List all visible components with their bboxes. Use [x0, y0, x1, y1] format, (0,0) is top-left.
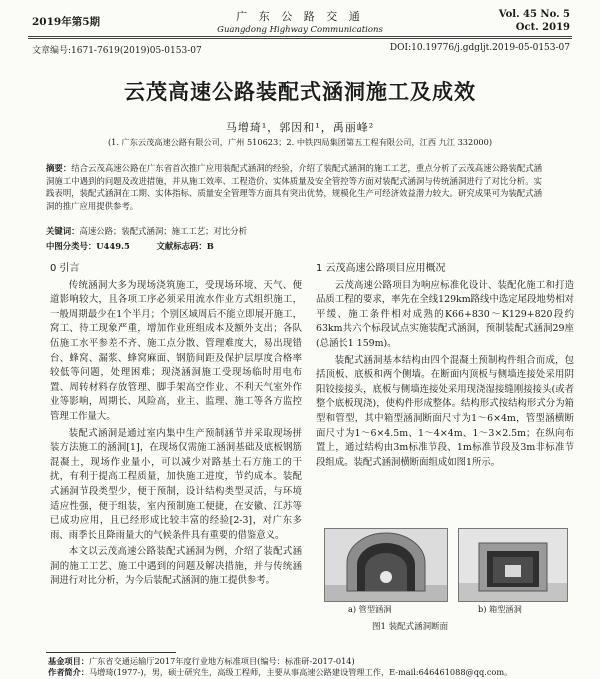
- issue-number: 2019年第5期: [32, 16, 101, 28]
- body-paragraph: 装配式涵洞基本结构由四个混凝土预制构件组合而成，包括顶板、底板和两个侧墙。在断面内顶板与侧墙连接处采用阴阳铰接接头，底板与侧墙连接处采用现浇湿接缝刚接接头(或者整个底板现浇)，使构件形成整体。结构形式按结构形式分为箱型和管型，其中箱型涵洞断面尺寸为1～6×4m，管型涵横断面尺寸为1～6×4.5m、1～4×4m、1～3×2.5m；在纵向布置上，通过结构由3m标准节段、1m标准节段及3m非标准节段组成。装配式涵洞横断面组成如图1所示。: [316, 354, 574, 468]
- journal-name-en: Guangdong Highway Communications: [217, 25, 383, 35]
- volume-info: [499, 8, 570, 34]
- journal-name-cn: 广 东 公 路 交 通: [236, 10, 364, 23]
- left-column: [50, 262, 302, 591]
- figure-subcaption-a: a) 管型涵洞: [348, 604, 392, 614]
- article-number: 文章编号:1671-7619(2019)05-0153-07: [32, 46, 202, 56]
- paper-title: 云茂高速公路装配式涵洞施工及成效: [124, 80, 476, 104]
- funding-label: 基金项目：: [48, 656, 89, 666]
- keywords-text: 高速公路；装配式涵洞；施工工艺；对比分析: [79, 226, 247, 236]
- funding-footnote: [48, 656, 572, 667]
- box-culvert-illustration: [459, 529, 567, 601]
- volume-number: Vol. 45 No. 5: [498, 9, 570, 20]
- header-rule: [28, 36, 572, 37]
- journal-header: [200, 8, 400, 35]
- section-heading-introduction: 0 引言: [50, 263, 80, 274]
- abstract-label: 摘要：: [46, 163, 72, 173]
- right-column: [316, 262, 574, 472]
- author-list: 马增琦¹，郭因和¹，禹丽峰²: [225, 121, 375, 134]
- section-heading-project-overview: 1 云茂高速公路项目应用概况: [316, 263, 446, 274]
- body-paragraph: 本文以云茂高速公路装配式涵洞为例，介绍了装配式涵洞的施工工艺、施工中遇到的问题及解决措施，并与传统涵洞进行对比分析，为今后装配式涵洞的施工提供参考。: [50, 546, 302, 587]
- document-code: 文献标志码：B: [156, 241, 214, 251]
- keywords: [46, 225, 542, 237]
- body-paragraph: 装配式涵洞是通过室内集中生产预制涵节并采取现场拼装方法施工的涵洞[1]，在现场仅需施工涵洞基础及底板钢筋混凝土，现场作业量小，可以减少对路基土石方施工的干扰，有利于提高工程质量，加快施工进度，节约成本。装配式涵洞节段类型少，便于预制，设计结构类型灵活，与环境适应性强，便于组装，室内预制施工便捷，在安徽、江苏等已成功应用，且已经形成比较丰富的经验[2-3]，对广东多雨、雨季长且降雨量大的气候条件具有重要的借鉴意义。: [50, 427, 302, 541]
- author-bio-text: 马增琦(1977-)，男，硕士研究生，高级工程师，主要从事高速公路建设管理工作，E-mail:646461088@qq.com。: [88, 667, 513, 677]
- box-culvert-photo: [458, 528, 568, 602]
- classification: [46, 240, 542, 252]
- affiliations: (1. 广东云茂高速公路有限公司，广州 510623；2. 中铁四局集团第五工程有限公司，江西 九江 332000): [107, 137, 493, 147]
- keywords-label: 关键词：: [46, 226, 80, 236]
- body-paragraph: 传统涵洞大多为现场浇筑施工，受现场环境、天气、便道影响较大，且各项工序必须采用流水作业方式组织施工，一般周期最少在1个半月；个别区域周后不能立即展开施工，窝工、待工现象严重，增加作业班组成本及额外支出；各队伍施工水平参差不齐、施工点分散、管理难度大，易出现错台、蜂窝、漏浆、蜂窝麻面、钢筋间距及保护层厚度合格率较低等问题，处理困难；现浇涵洞施工受现场临时用电布置、周转材料存放管理、脚手架高空作业、不利天气室外作业等影响，周期长、风险高，业主、监理、施工等各方监控管理工作量大。: [50, 279, 302, 422]
- clc-number: 中图分类号：U449.5: [46, 241, 130, 251]
- funding-text: 广东省交通运输厅2017年度行业地方标准项目(编号：标准研-2017-014): [88, 656, 355, 666]
- footnote-rule: [46, 652, 176, 653]
- abstract-text: 结合云茂高速公路在广东省首次推广应用装配式涵洞的经验，介绍了装配式涵洞的施工工艺，重点分析了云茂高速公路装配式涵洞施工中遇到的问题及改进措施，并从施工效率、工程造价、实体质量及安全管控等方面对装配式涵洞与传统涵洞进行了对比分析。实践表明，装配式涵洞在工期、实体指标、质量安全管理等方面具有突出优势，规模化生产可经济效益潜力较大。研究成果可为装配式涵洞的推广应用提供参考。: [46, 163, 543, 211]
- figure-subcaption-b: b) 箱型涵洞: [478, 604, 522, 614]
- pipe-culvert-photo: [324, 528, 448, 602]
- issue-date: Oct. 2019: [515, 22, 570, 33]
- doi: DOI:10.19776/j.gdgljt.2019-05-0153-07: [389, 43, 570, 53]
- author-bio-label: 作者简介：: [48, 667, 89, 677]
- figure-caption: 图1 装配式涵洞断面: [372, 622, 449, 632]
- header-rule: [28, 38, 572, 39]
- pipe-culvert-illustration: [325, 529, 447, 601]
- abstract: [46, 162, 542, 212]
- figure-culvert-sections: [318, 528, 574, 618]
- body-paragraph: 云茂高速公路项目为响应标准化设计、装配化施工和打造品质工程的要求，率先在全线129km路线中选定尾段地势相对平缓、施工条件相对成熟的K66+830～K129+820段约63km共六个标段试点实施装配式涵洞，预制装配式涵洞29座(总涵长1 159m)。: [316, 279, 574, 349]
- author-bio-footnote: [48, 667, 572, 678]
